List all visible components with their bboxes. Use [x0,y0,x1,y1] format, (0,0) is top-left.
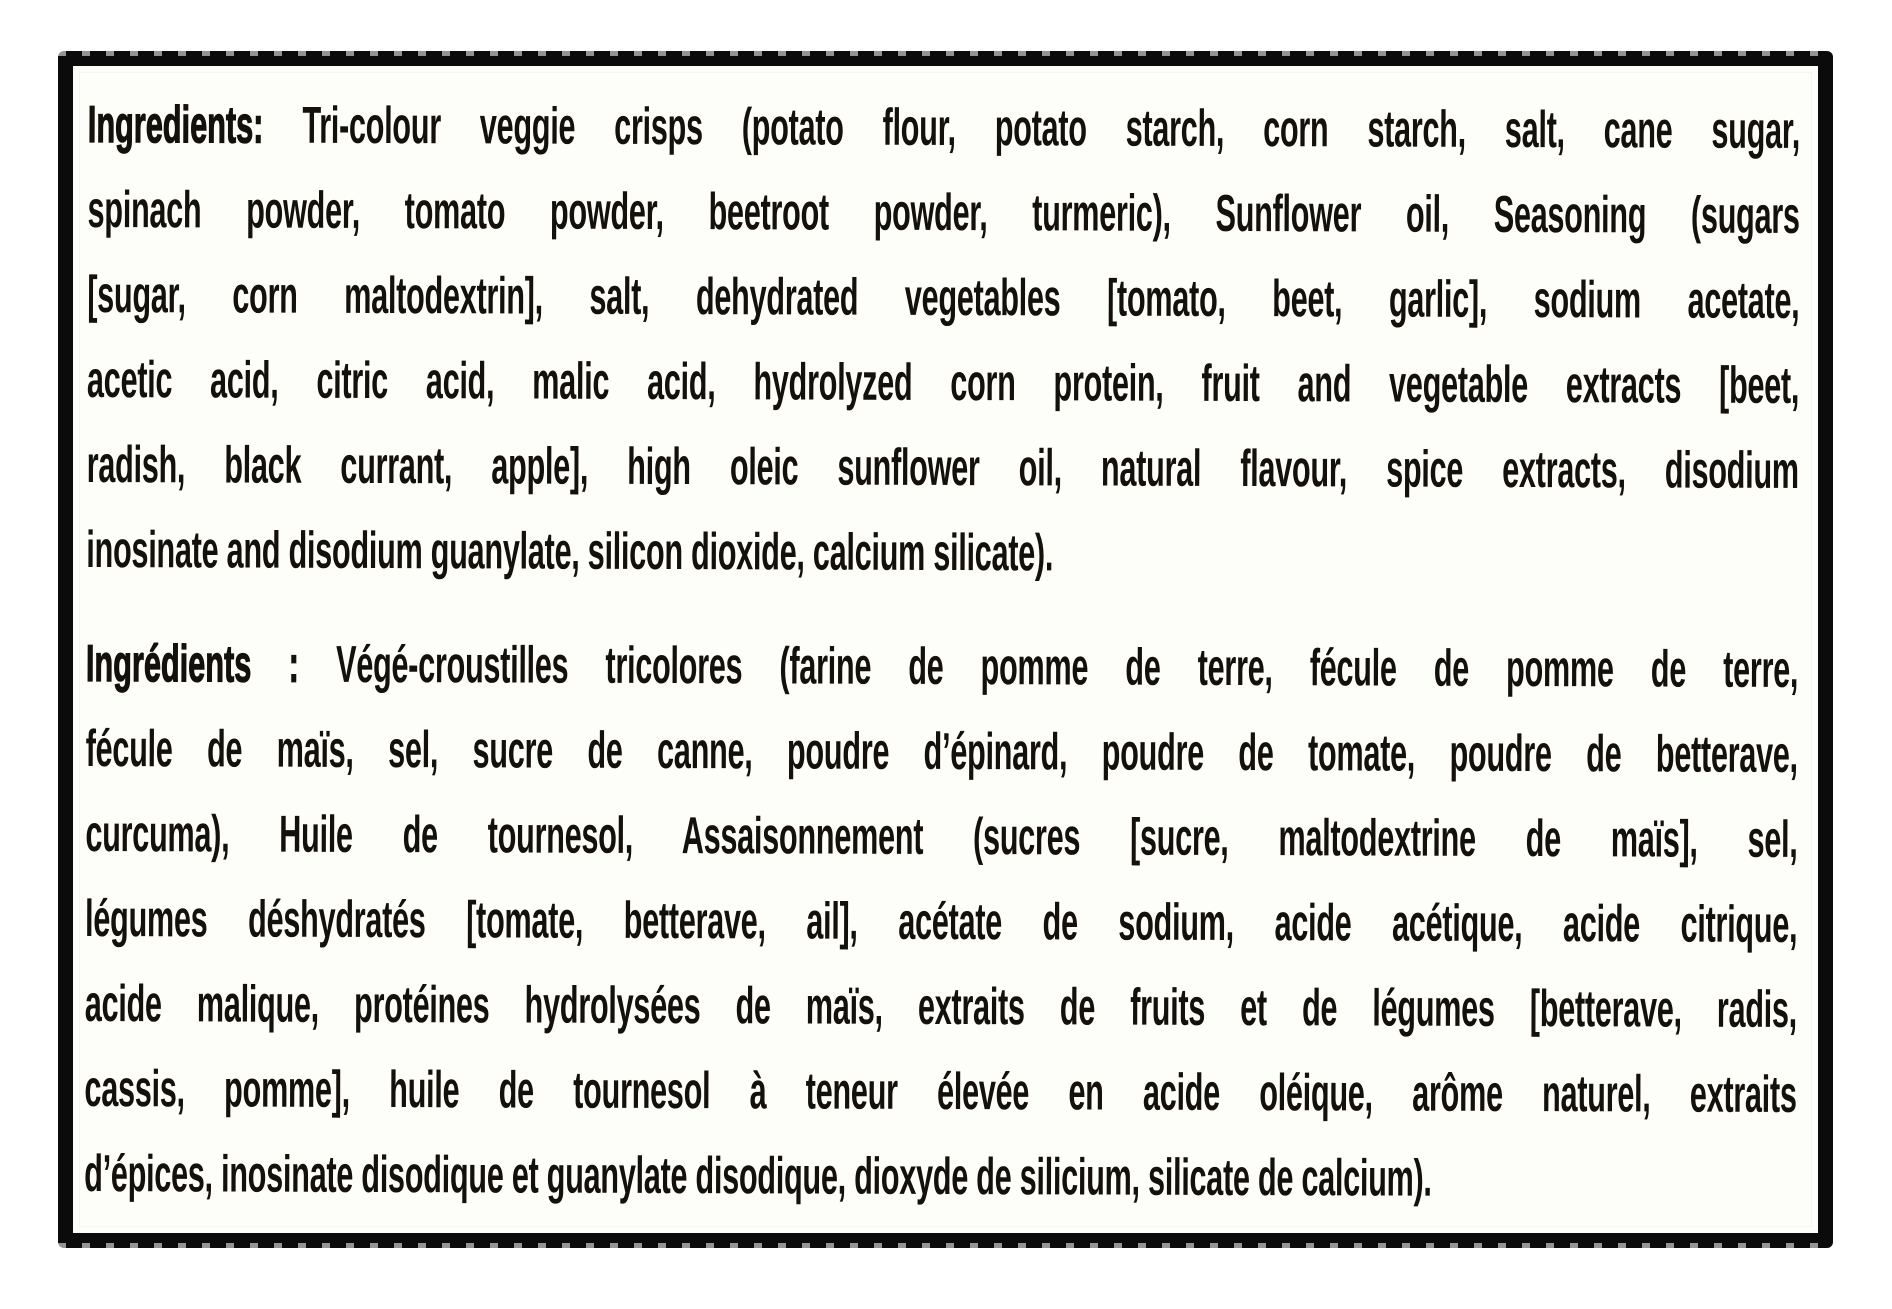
ingredient-line-en-4: acetic acid, citric acid, malic acid, hydrolyzed corn protein, fruit and vegetable extracts [beet, [86,350,1800,415]
ingredient-line-fr-1 [86,622,1798,713]
ingredients-english-paragraph [86,83,1800,599]
label-text-area [84,83,1800,1223]
ingredient-line-en-5: radish, black currant, apple], high oleic sunflower oil, natural flavour, spice extracts, disodium [86,435,1799,500]
ingredient-label-panel [58,51,1833,1248]
ingredient-line-en-2: spinach powder, tomato powder, beetroot powder, turmeric), Sunflower oil, Seasoning (sugars [87,180,1800,245]
ingredient-line-fr-7: d’épices, inosinate disodique et guanylate disodique, dioxyde de silicium, silicate de calcium). [84,1144,1432,1208]
ingredient-line-fr-4: légumes déshydratés [tomate, betterave, ail], acétate de sodium, acide acétique, acide citrique, [84,889,1798,954]
ingredient-line-fr-3: curcuma), Huile de tournesol, Assaisonnement (sucres [sucre, maltodextrine de maïs], sel, [85,804,1798,869]
ingredient-line-en-1 [88,83,1800,174]
ingredient-line-fr-6: cassis, pomme], huile de tournesol à teneur élevée en acide oléique, arôme naturel, extraits [84,1059,1797,1124]
ingredient-line-en-1-text: Tri-colour veggie crisps (potato flour, potato starch, corn starch, salt, cane sugar, [302,96,1801,160]
ingredient-line-fr-5: acide malique, protéines hydrolysées de maïs, extraits de fruits et de légumes [betterave, radis, [84,974,1798,1039]
ingredient-line-en-3: [sugar, corn maltodextrin], salt, dehydrated vegetables [tomato, beet, garlic], sodium acetate, [87,265,1800,330]
ingredient-line-en-6: inosinate and disodium guanylate, silicon dioxide, calcium silicate). [86,520,1054,583]
ingredient-line-fr-1-text: Végé-croustilles tricolores (farine de pomme de terre, fécule de pomme de terre, [335,635,1799,699]
ingredients-heading-en: Ingredients: [87,95,264,155]
ingredients-french-paragraph [84,622,1798,1223]
ingredients-heading-fr: Ingrédients : [85,634,300,694]
ingredient-line-fr-2: fécule de maïs, sel, sucre de canne, poudre d’épinard, poudre de tomate, poudre de betterave, [85,719,1798,784]
